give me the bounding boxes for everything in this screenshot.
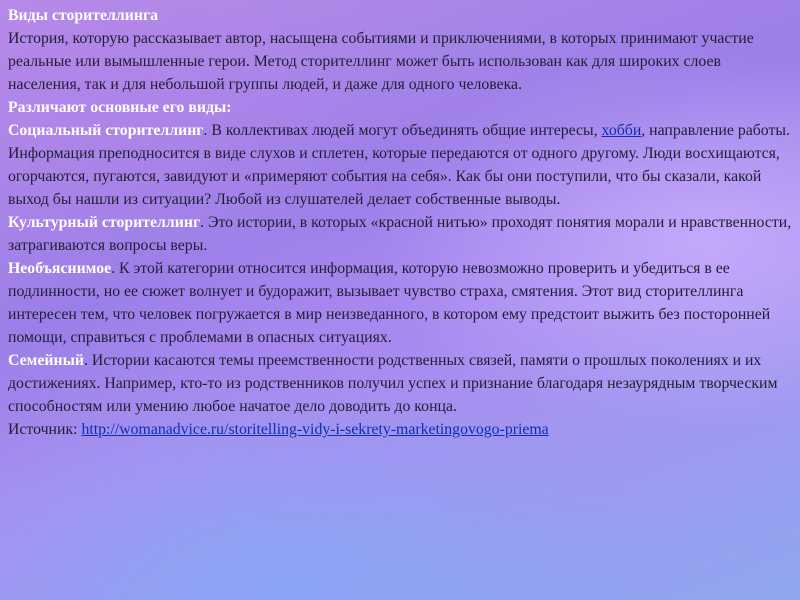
social-storytelling-term: Социальный сторителлинг (8, 122, 204, 139)
unexplained-paragraph (8, 257, 794, 349)
cultural-storytelling-paragraph (8, 211, 794, 257)
source-line (8, 418, 794, 441)
family-paragraph (8, 349, 794, 418)
cultural-storytelling-term: Культурный сторителлинг (8, 214, 201, 231)
intro-paragraph: История, которую рассказывает автор, насыщена событиями и приключениями, в которых принимают участие реальные или вымышленные герои. Метод сторителлинг может быть использован как для широких слоев населения, так и для небольшой группы людей, и даже для одного человека. (8, 30, 754, 93)
types-subheading: Различают основные его виды: (8, 99, 232, 116)
social-storytelling-paragraph (8, 119, 794, 211)
source-link[interactable]: http://womanadvice.ru/storitelling-vidy-i-sekrety-marketingovogo-priema (81, 421, 549, 438)
slide-text-box (8, 4, 794, 441)
unexplained-term: Необъяснимое (8, 260, 112, 277)
social-storytelling-text-b: , направление работы. Информация преподносится в виде слухов и сплетен, которые передаются от одного другому. Люди восхищаются, огорчаются, пугаются, завидуют и «примеряют события на себя». Как бы они поступили, что бы сказали, какой выход бы нашли из ситуации? Любой из слушателей делает собственные выводы. (8, 122, 790, 208)
family-term: Семейный (8, 352, 85, 369)
cultural-storytelling-text: . Это истории, в которых «красной нитью» проходят понятия морали и нравственности, затрагиваются вопросы веры. (8, 214, 792, 254)
hobby-link[interactable]: хобби (601, 122, 642, 139)
unexplained-text: . К этой категории относится информация, которую невозможно проверить и убедиться в ее подлинности, но ее сюжет волнует и будоражит, вызывает чувство страха, смятения. Этот вид сторителлинга интересен тем, что человек погружается в мир неизведанного, в котором ему предстоит выжить без посторонней помощи, справиться с проблемами в опасных ситуациях. (8, 260, 771, 346)
source-label: Источник: (8, 421, 82, 438)
social-storytelling-text-a: . В коллективах людей могут объединять общие интересы, (203, 122, 602, 139)
family-text: . Истории касаются темы преемственности родственных связей, памяти о прошлых поколениях и их достижениях. Например, кто-то из родственников получил успех и признание благодаря незаурядным творческим способностям или умению любое начатое дело доводить до конца. (8, 352, 778, 415)
slide-title: Виды сторителлинга (8, 7, 159, 24)
